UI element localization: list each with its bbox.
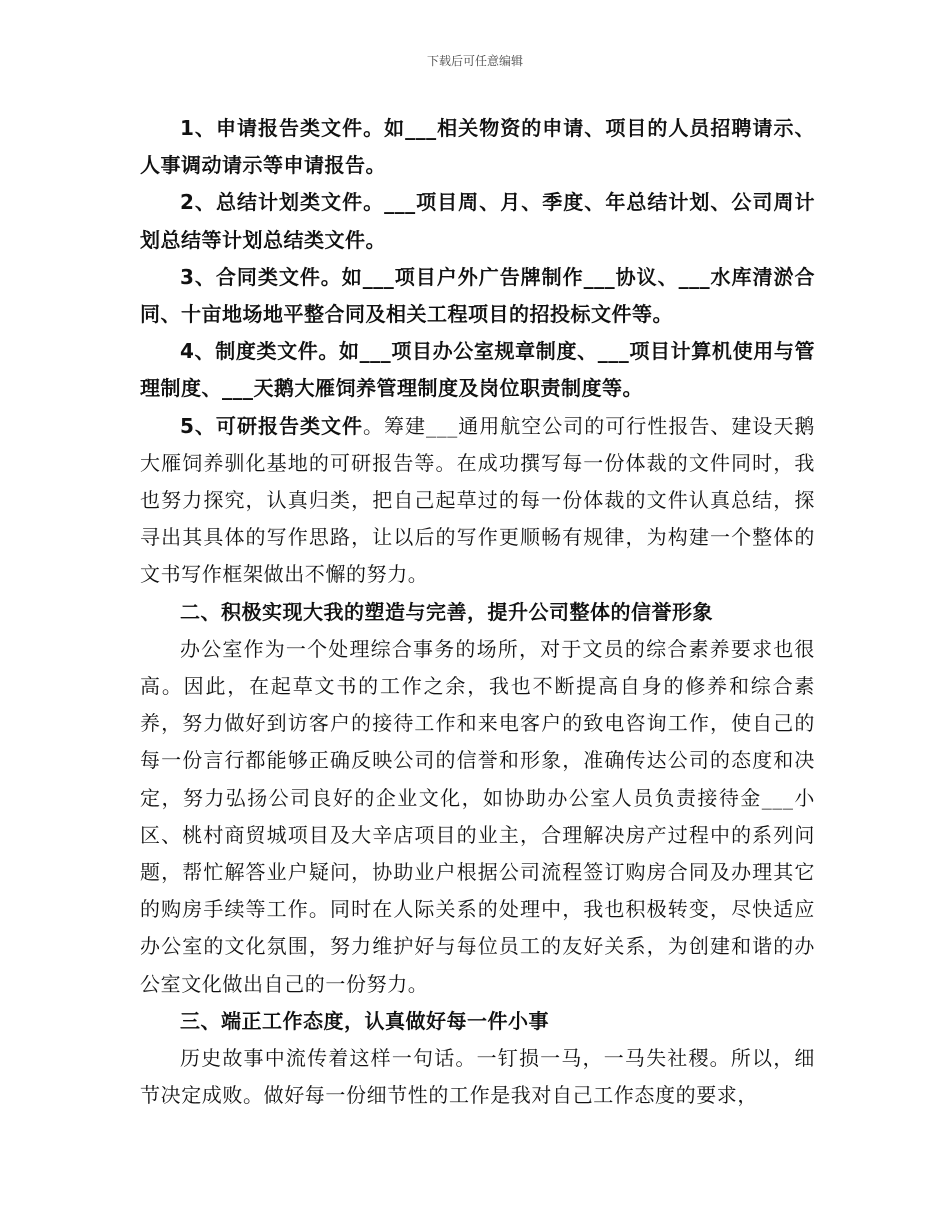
paragraph-application-reports: 1、申请报告类文件。如___相关物资的申请、项目的人员招聘请示、人事调动请示等申请报告。 — [140, 116, 815, 178]
paragraph-body-text: 。筹建___通用航空公司的可行性报告、建设天鹅大雁饲养驯化基地的可研报告等。在成功撰写每一份体裁的文件同时，我也努力探究，认真归类，把自己起草过的每一份体裁的文件认真总结，探寻出其具体的写作思路，让以后的写作更顺畅有规律，为构建一个整体的文书写作框架做出不懈的努力。 — [140, 413, 815, 587]
document-body — [140, 110, 815, 1114]
section-heading-3: 三、端正工作态度，认真做好每一件小事 — [180, 1008, 549, 1033]
paragraph-contracts: 3、合同类文件。如___项目户外广告牌制作___协议、___水库清淤合同、十亩地场地平整合同及相关工程项目的招投标文件等。 — [140, 264, 815, 327]
paragraph-office-affairs: 办公室作为一个处理综合事务的场所，对于文员的综合素养要求也很高。因此，在起草文书的工作之余，我也不断提高自身的修养和综合素养，努力做好到访客户的接待工作和来电客户的致电咨询工作，使自己的每一份言行都能够正确反映公司的信誉和形象，准确传达公司的态度和决定，努力弘扬公司良好的企业文化，如协助办公室人员负责接待金___小区、桃村商贸城项目及大辛店项目的业主，合理解决房产过程中的系列问题，帮忙解答业户疑问，协助业户根据公司流程签订购房合同及办理其它的购房手续等工作。同时在人际关系的处理中，我也积极转变，尽快适应办公室的文化氛围，努力维护好与每位员工的友好关系，为创建和谐的办公室文化做出自己的一份努力。 — [140, 636, 815, 996]
paragraph-lead-text: 5、可研报告类文件 — [180, 413, 363, 438]
paragraph-regulations: 4、制度类文件。如___项目办公室规章制度、___项目计算机使用与管理制度、___天鹅大雁饲养管理制度及岗位职责制度等。 — [140, 339, 815, 401]
paragraph-summary-plans: 2、总结计划类文件。___项目周、月、季度、年总结计划、公司周计划总结等计划总结类文件。 — [140, 190, 815, 252]
section-heading-2: 二、积极实现大我的塑造与完善，提升公司整体的信誉形象 — [180, 599, 713, 624]
paragraph-feasibility-reports — [140, 408, 815, 594]
page-header: 下载后可任意编辑 — [426, 54, 523, 68]
paragraph-work-attitude: 历史故事中流传着这样一句话。一钉损一马，一马失社稷。所以，细节决定成败。做好每一份细节性的工作是我对自己工作态度的要求， — [140, 1046, 815, 1108]
